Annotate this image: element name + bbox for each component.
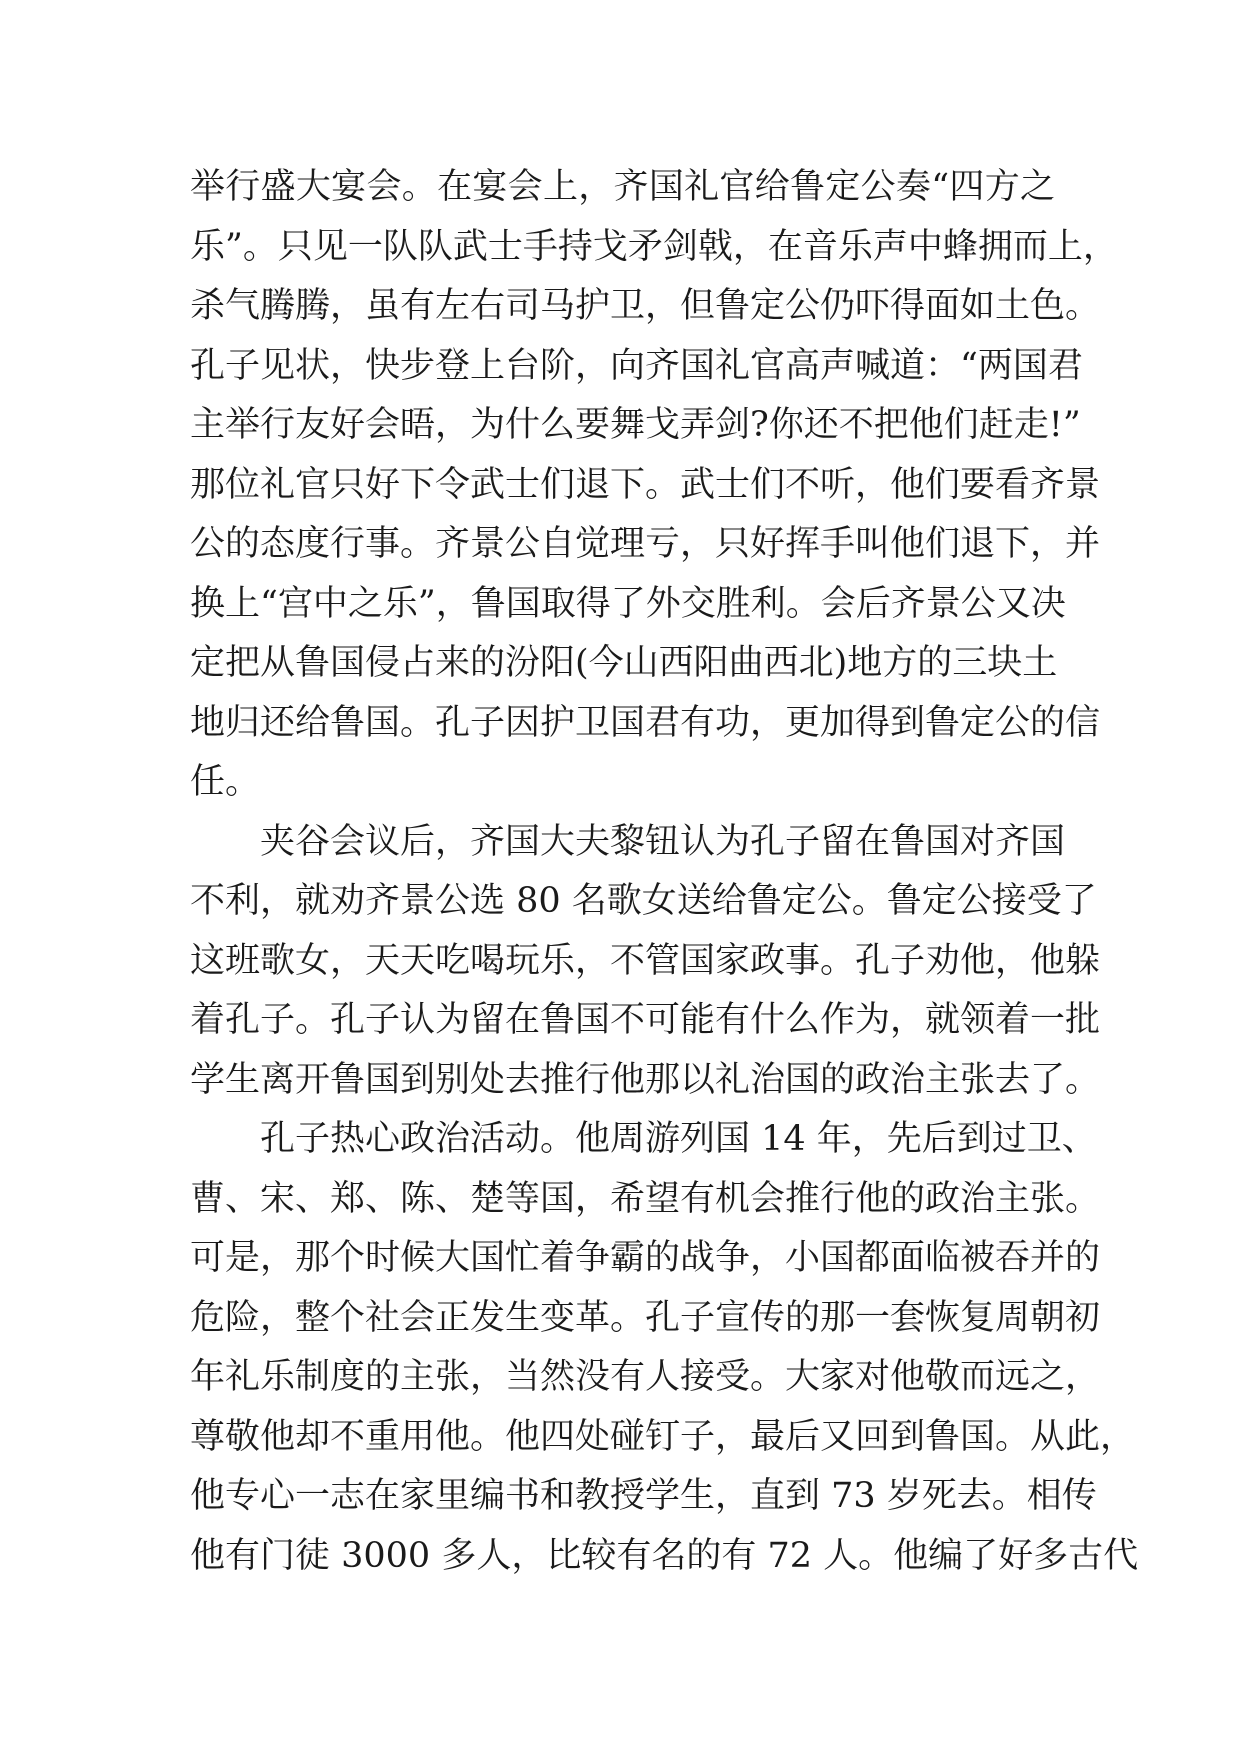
text-line: 可是，那个时候大国忙着争霸的战争，小国都面临被吞并的	[190, 1238, 1101, 1278]
text-line: 换上“宫中之乐”，鲁国取得了外交胜利。会后齐景公又决	[190, 583, 1066, 624]
text-line: 地归还给鲁国。孔子因护卫国君有功，更加得到鲁定公的信	[190, 702, 1101, 743]
paragraph-3	[190, 1110, 1139, 1586]
text-line: 举行盛大宴会。在宴会上，齐国礼官给鲁定公奏“四方之	[190, 167, 1055, 207]
text-line: 这班歌女，天天吃喝玩乐，不管国家政事。孔子劝他，他躲	[190, 940, 1101, 981]
paragraph-1	[190, 158, 1118, 813]
text-line: 孔子热心政治活动。他周游列国 14 年，先后到过卫、	[260, 1119, 1097, 1159]
text-line: 夹谷会议后，齐国大夫黎钮认为孔子留在鲁国对齐国	[260, 821, 1066, 862]
text-line: 他专心一志在家里编书和教授学生，直到 73 岁死去。相传	[190, 1476, 1097, 1516]
text-line: 乐”。只见一队队武士手持戈矛剑戟，在音乐声中蜂拥而上，	[190, 226, 1118, 267]
text-line: 定把从鲁国侵占来的汾阳(今山西阳曲西北)地方的三块土	[190, 643, 1058, 683]
text-line: 危险，整个社会正发生变革。孔子宣传的那一套恢复周朝初	[190, 1297, 1101, 1338]
paragraph-2	[190, 813, 1101, 1111]
text-line: 主举行友好会晤，为什么要舞戈弄剑?你还不把他们赶走!”	[190, 405, 1081, 445]
text-line: 孔子见状，快步登上台阶，向齐国礼官高声喊道：“两国君	[190, 345, 1083, 386]
text-line: 任。	[190, 762, 261, 802]
text-line: 尊敬他却不重用他。他四处碰钉子，最后又回到鲁国。从此，	[190, 1416, 1136, 1457]
text-line: 学生离开鲁国到别处去推行他那以礼治国的政治主张去了。	[190, 1059, 1101, 1100]
text-line: 那位礼官只好下令武士们退下。武士们不听，他们要看齐景	[190, 464, 1101, 505]
text-line: 不利，就劝齐景公选 80 名歌女送给鲁定公。鲁定公接受了	[190, 881, 1097, 921]
text-line: 曹、宋、郑、陈、楚等国，希望有机会推行他的政治主张。	[190, 1178, 1101, 1219]
body-text	[190, 158, 1139, 1586]
text-line: 年礼乐制度的主张，当然没有人接受。大家对他敬而远之，	[190, 1357, 1101, 1397]
text-line: 着孔子。孔子认为留在鲁国不可能有什么作为，就领着一批	[190, 1000, 1101, 1040]
text-line: 公的态度行事。齐景公自觉理亏，只好挥手叫他们退下，并	[190, 524, 1101, 564]
text-line: 他有门徒 3000 多人，比较有名的有 72 人。他编了好多古代	[190, 1535, 1139, 1576]
text-line: 杀气腾腾，虽有左右司马护卫，但鲁定公仍吓得面如土色。	[190, 286, 1101, 326]
